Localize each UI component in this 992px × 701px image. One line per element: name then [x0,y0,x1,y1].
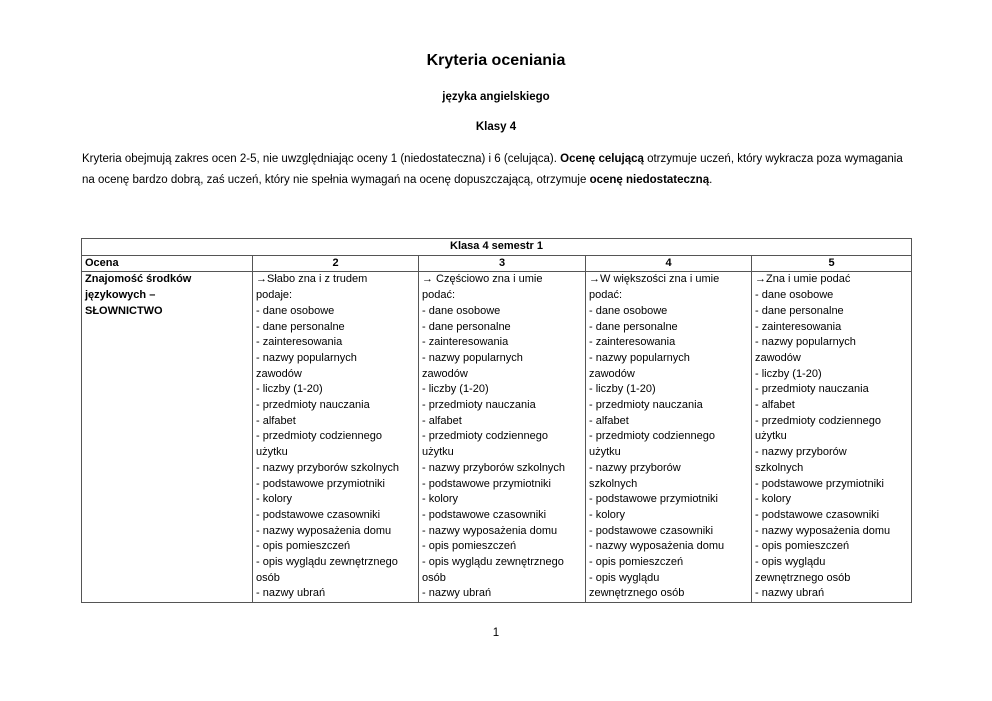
cell-line: - opis pomieszczeń [256,540,351,553]
cell-line: użytku [755,430,787,443]
cell-line: - zainteresowania [422,336,509,349]
cell-line: - nazwy przyborów [755,446,847,459]
cell-line: - nazwy popularnych [589,351,690,364]
cell-line: - przedmioty codziennego [589,430,715,443]
cell-line: - zainteresowania [589,336,676,349]
intro-bold-2: ocenę niedostateczną [589,174,710,186]
cell-line: →W większości zna i umie [589,273,720,286]
cell-line: → Częściowo zna i umie [422,273,543,286]
cell-line: - przedmioty nauczania [589,399,703,412]
intro-bold-1: Ocenę celującą [560,153,644,165]
cell-line: - przedmioty codziennego [422,430,548,443]
header-grade-2: 2 [253,255,419,272]
cell-line: - liczby (1-20) [755,367,822,380]
cell-line: Znajomość środków [85,273,192,286]
cell-line: - podstawowe czasowniki [256,508,381,521]
cell-line: - nazwy wyposażenia domu [755,524,891,537]
semester-row [82,239,912,256]
cell-line: osób [422,571,446,584]
cell-line: - przedmioty codziennego [755,414,881,427]
cell-line: - nazwy popularnych [256,351,357,364]
document-title: Kryteria oceniania [426,52,566,69]
cell-line: - dane osobowe [589,304,668,317]
cell-line: - przedmioty codziennego [256,430,382,443]
grade-4-cell [586,272,752,603]
cell-line: - nazwy wyposażenia domu [422,524,558,537]
header-grade-5: 5 [752,255,912,272]
cell-line: - nazwy popularnych [422,351,523,364]
grade-5-cell [752,272,912,603]
cell-line: zewnętrznego osób [589,587,685,600]
cell-line: - podstawowe czasowniki [589,524,714,537]
cell-line: - przedmioty nauczania [755,383,869,396]
header-ocena: Ocena [82,255,253,272]
cell-line: - dane osobowe [755,289,834,302]
cell-line: osób [256,571,280,584]
class-heading: Klasy 4 [475,121,517,133]
semester-heading: Klasa 4 semestr 1 [82,239,912,256]
cell-line: - nazwy przyborów szkolnych [256,461,400,474]
cell-line: - dane osobowe [256,304,335,317]
cell-line: - opis wyglądu zewnętrznego [256,556,398,569]
cell-line: - nazwy przyborów [589,461,681,474]
cell-line: językowych – [85,289,156,302]
cell-line: SŁOWNICTWO [85,304,163,317]
cell-line: - kolory [256,493,293,506]
cell-line: - podstawowe czasowniki [422,508,547,521]
grade-3-cell [419,272,586,603]
cell-line: - nazwy przyborów szkolnych [422,461,566,474]
criteria-table [81,238,912,603]
header-grade-4: 4 [586,255,752,272]
cell-line: - liczby (1-20) [256,383,323,396]
grade-2-cell [253,272,419,603]
cell-line: - nazwy ubrań [755,587,825,600]
document-subtitle: języka angielskiego [442,91,550,103]
cell-line: - dane personalne [589,320,678,333]
cell-line: - opis wyglądu [755,556,826,569]
intro-text-3: . [709,174,713,186]
cell-line: - zainteresowania [256,336,343,349]
cell-line: zawodów [422,367,468,380]
cell-line: - dane personalne [256,320,345,333]
cell-line: zawodów [755,351,801,364]
cell-line: - zainteresowania [755,320,842,333]
table-row [82,272,912,603]
cell-line: - podstawowe przymiotniki [422,477,551,490]
cell-line: - liczby (1-20) [589,383,656,396]
cell-line: - opis pomieszczeń [589,556,684,569]
cell-line: podać: [589,289,623,302]
cell-line: użytku [589,446,621,459]
cell-line: - nazwy ubrań [256,587,326,600]
cell-line: →Słabo zna i z trudem [256,273,368,286]
intro-paragraph [82,149,912,191]
cell-line: - alfabet [422,414,462,427]
category-cell [82,272,253,603]
cell-line: - podstawowe przymiotniki [755,477,884,490]
cell-line: - dane personalne [755,304,844,317]
cell-line: - opis pomieszczeń [422,540,517,553]
cell-line: - podstawowe czasowniki [755,508,880,521]
cell-line: - nazwy wyposażenia domu [589,540,725,553]
cell-line: - nazwy wyposażenia domu [256,524,392,537]
cell-line: - opis wyglądu zewnętrznego [422,556,564,569]
cell-line: szkolnych [755,461,804,474]
cell-line: - nazwy ubrań [422,587,492,600]
cell-line: - podstawowe przymiotniki [256,477,385,490]
cell-line: - liczby (1-20) [422,383,489,396]
cell-line: - opis pomieszczeń [755,540,850,553]
intro-text-1: Kryteria obejmują zakres ocen 2-5, nie uwzględniając oceny 1 (niedostateczna) i 6 (celująca). [82,153,561,165]
page-number: 1 [492,627,500,639]
cell-line: - alfabet [755,399,795,412]
cell-line: →Zna i umie podać [755,273,851,286]
cell-line: - kolory [589,508,626,521]
cell-line: - dane personalne [422,320,511,333]
cell-line: - przedmioty nauczania [256,399,370,412]
cell-line: - kolory [422,493,459,506]
header-grade-3: 3 [419,255,586,272]
cell-line: podać: [422,289,456,302]
cell-line: - alfabet [589,414,629,427]
cell-line: - opis wyglądu [589,571,660,584]
cell-line: zawodów [256,367,302,380]
cell-line: - przedmioty nauczania [422,399,536,412]
cell-line: zawodów [589,367,635,380]
cell-line: - nazwy popularnych [755,336,856,349]
cell-line: - alfabet [256,414,296,427]
intro-text-2: otrzymuje uczeń, który wykracza poza wymagania na ocenę bardzo dobrą, zaś uczeń, który nie spełnia wymagań na ocenę dopuszczającą, otrzymuje [82,153,903,186]
cell-line: - podstawowe przymiotniki [589,493,718,506]
cell-line: - dane osobowe [422,304,501,317]
cell-line: zewnętrznego osób [755,571,851,584]
cell-line: podaje: [256,289,293,302]
header-row [82,255,912,272]
cell-line: użytku [256,446,288,459]
cell-line: - kolory [755,493,792,506]
cell-line: użytku [422,446,454,459]
cell-line: szkolnych [589,477,638,490]
